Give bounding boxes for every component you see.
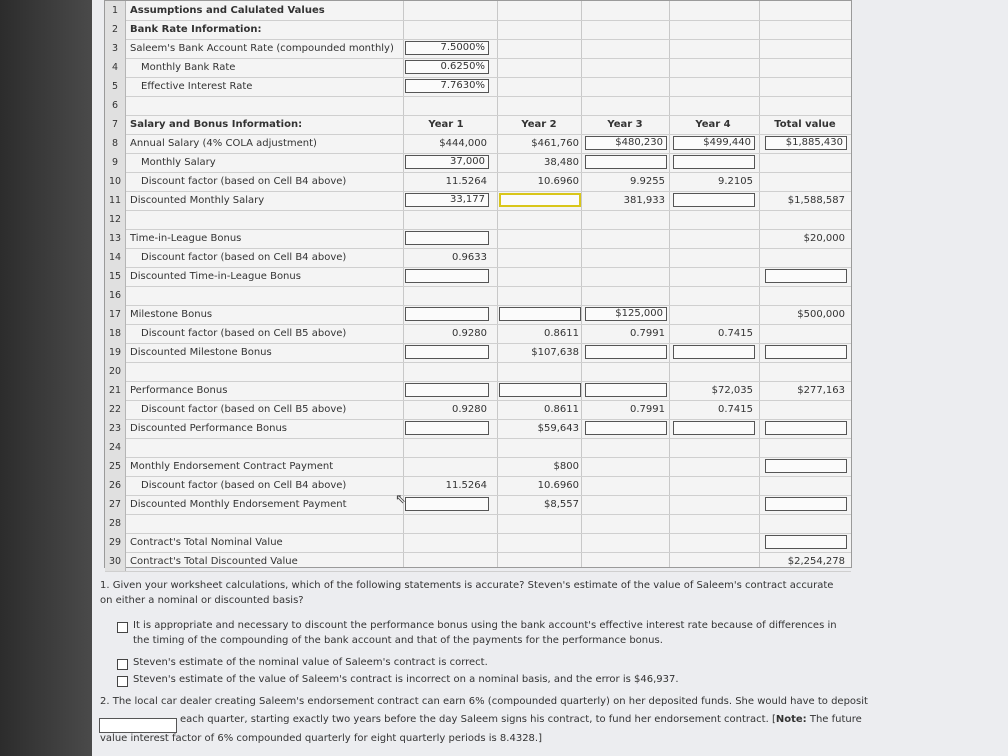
row-number: 13: [105, 229, 126, 248]
input-cell[interactable]: [499, 193, 581, 207]
input-cell[interactable]: [585, 155, 667, 169]
row-number: 3: [105, 39, 126, 58]
row-label: Salary and Bonus Information:: [130, 119, 303, 130]
value-cell: 9.9255: [630, 176, 665, 187]
table-row: [105, 58, 851, 78]
table-row: [105, 1, 851, 21]
row-number: 22: [105, 400, 126, 419]
table-row: [105, 229, 851, 249]
table-row: [105, 115, 851, 135]
row-number: 17: [105, 305, 126, 324]
table-row: [105, 39, 851, 59]
question-2-line2b: The future: [806, 714, 862, 725]
input-cell[interactable]: [405, 345, 489, 359]
row-label: Discount factor (based on Cell B4 above): [141, 480, 347, 491]
input-cell[interactable]: $499,440: [673, 136, 755, 150]
value-cell: $2,254,278: [787, 556, 845, 567]
column-header: Year 3: [607, 119, 643, 130]
row-label: Discount factor (based on Cell B4 above): [141, 176, 347, 187]
input-cell[interactable]: [765, 497, 847, 511]
value-cell: 9.2105: [718, 176, 753, 187]
table-row: [105, 20, 851, 40]
row-number: 19: [105, 343, 126, 362]
row-label: Monthly Salary: [141, 157, 216, 168]
input-cell[interactable]: [585, 421, 667, 435]
value-cell: 11.5264: [445, 480, 487, 491]
input-cell[interactable]: 0.6250%: [405, 60, 489, 74]
value-cell: 11.5264: [445, 176, 487, 187]
row-number: 24: [105, 438, 126, 457]
mouse-cursor-icon: ⇖: [395, 492, 406, 507]
value-cell: $8,557: [544, 499, 579, 510]
table-row: [105, 381, 851, 401]
table-row: [105, 77, 851, 97]
value-cell: $500,000: [797, 309, 845, 320]
table-row: [105, 533, 851, 553]
table-row: [105, 191, 851, 211]
row-label: Discount factor (based on Cell B5 above): [141, 404, 347, 415]
row-number: 15: [105, 267, 126, 286]
row-label: Milestone Bonus: [130, 309, 213, 320]
row-label: Saleem's Bank Account Rate (compounded monthly): [130, 43, 394, 54]
row-label: Performance Bonus: [130, 385, 228, 396]
column-header: Year 2: [521, 119, 557, 130]
value-cell: 0.9633: [452, 252, 487, 263]
table-row: [105, 324, 851, 344]
row-label: Annual Salary (4% COLA adjustment): [130, 138, 317, 149]
row-number: 18: [105, 324, 126, 343]
input-cell[interactable]: [405, 383, 489, 397]
value-cell: $72,035: [711, 385, 753, 396]
table-row: [105, 286, 851, 306]
value-cell: 0.9280: [452, 328, 487, 339]
table-row: [105, 457, 851, 477]
value-cell: $20,000: [803, 233, 845, 244]
input-cell[interactable]: [765, 421, 847, 435]
background-shadow: [0, 0, 92, 756]
table-row: [105, 153, 851, 173]
row-label: Effective Interest Rate: [141, 81, 253, 92]
row-number: 1: [105, 1, 126, 20]
table-row: [105, 96, 851, 116]
table-row: [105, 210, 851, 230]
question-2-line2: [180, 712, 860, 727]
value-cell: 38,480: [544, 157, 579, 168]
row-label: Time-in-League Bonus: [130, 233, 242, 244]
input-cell[interactable]: $1,885,430: [765, 136, 847, 150]
row-label: Monthly Endorsement Contract Payment: [130, 461, 334, 472]
spreadsheet: [104, 0, 852, 568]
row-label: Contract's Total Nominal Value: [130, 537, 283, 548]
value-cell: $59,643: [537, 423, 579, 434]
row-label: Monthly Bank Rate: [141, 62, 236, 73]
table-row: [105, 438, 851, 458]
row-label: Assumptions and Calulated Values: [130, 5, 325, 16]
question-2-line2a: each quarter, starting exactly two years before the day Saleem signs his contract, to fund her endorsement contract. [: [180, 714, 776, 725]
value-cell: $461,760: [531, 138, 579, 149]
row-label: Discounted Monthly Salary: [130, 195, 265, 206]
input-cell[interactable]: [585, 345, 667, 359]
input-cell[interactable]: 33,177: [405, 193, 489, 207]
value-cell: 0.7991: [630, 404, 665, 415]
value-cell: $444,000: [439, 138, 487, 149]
input-cell[interactable]: [405, 307, 489, 321]
input-cell[interactable]: [499, 383, 581, 397]
row-number: 10: [105, 172, 126, 191]
input-cell[interactable]: [673, 345, 755, 359]
table-row: [105, 476, 851, 496]
row-label: Discounted Monthly Endorsement Payment: [130, 499, 347, 510]
option-2-text: Steven's estimate of the nominal value of Saleem's contract is correct.: [133, 657, 488, 668]
table-row: [105, 305, 851, 325]
row-number: 2: [105, 20, 126, 39]
value-cell: 0.9280: [452, 404, 487, 415]
input-cell[interactable]: [673, 155, 755, 169]
table-row: [105, 495, 851, 515]
value-cell: 0.8611: [544, 328, 579, 339]
table-row: [105, 134, 851, 154]
table-row: [105, 248, 851, 268]
row-number: 27: [105, 495, 126, 514]
value-cell: 10.6960: [537, 176, 579, 187]
row-number: 30: [105, 552, 126, 571]
row-label: Discounted Milestone Bonus: [130, 347, 272, 358]
input-cell[interactable]: [405, 497, 489, 511]
input-cell[interactable]: [673, 421, 755, 435]
option-2-checkbox[interactable]: [117, 659, 128, 670]
column-header: Year 4: [695, 119, 731, 130]
table-row: [105, 343, 851, 363]
value-cell: $1,588,587: [787, 195, 845, 206]
input-cell[interactable]: [765, 269, 847, 283]
column-header: Total value: [774, 119, 836, 130]
row-number: 12: [105, 210, 126, 229]
value-cell: 0.8611: [544, 404, 579, 415]
option-3-checkbox[interactable]: [117, 676, 128, 687]
row-number: 5: [105, 77, 126, 96]
row-number: 9: [105, 153, 126, 172]
table-row: [105, 267, 851, 287]
option-3-text: Steven's estimate of the value of Saleem's contract is incorrect on a nominal basis, and the error is $46,937.: [133, 674, 679, 685]
input-cell[interactable]: [499, 307, 581, 321]
input-cell[interactable]: [405, 421, 489, 435]
row-number: 25: [105, 457, 126, 476]
row-number: 7: [105, 115, 126, 134]
table-row: [105, 419, 851, 439]
row-number: 20: [105, 362, 126, 381]
input-cell[interactable]: [673, 193, 755, 207]
row-number: 26: [105, 476, 126, 495]
row-number: 11: [105, 191, 126, 210]
row-label: Discounted Time-in-League Bonus: [130, 271, 301, 282]
row-number: 8: [105, 134, 126, 153]
input-cell[interactable]: [765, 535, 847, 549]
table-row: [105, 514, 851, 534]
value-cell: 10.6960: [537, 480, 579, 491]
input-cell[interactable]: [585, 383, 667, 397]
table-row: [105, 400, 851, 420]
value-cell: $800: [553, 461, 579, 472]
input-cell[interactable]: [405, 231, 489, 245]
row-number: 14: [105, 248, 126, 267]
input-cell[interactable]: [405, 269, 489, 283]
option-1-text: It is appropriate and necessary to discount the performance bonus using the bank account's effective interest rate because of differences in the timing of the compounding of the bank account and that of the payments for the performance bonus.: [133, 620, 837, 646]
value-cell: 0.7415: [718, 328, 753, 339]
value-cell: $107,638: [531, 347, 579, 358]
row-label: Discounted Performance Bonus: [130, 423, 287, 434]
value-cell: $277,163: [797, 385, 845, 396]
value-cell: 0.7991: [630, 328, 665, 339]
row-label: Contract's Total Discounted Value: [130, 556, 298, 567]
input-cell[interactable]: $480,230: [585, 136, 667, 150]
input-cell[interactable]: 37,000: [405, 155, 489, 169]
value-cell: 0.7415: [718, 404, 753, 415]
row-number: 23: [105, 419, 126, 438]
input-cell[interactable]: 7.7630%: [405, 79, 489, 93]
question-2-line1: 2. The local car dealer creating Saleem's endorsement contract can earn 6% (compounded quarterly) on her deposited funds. She would have to deposit: [100, 696, 868, 707]
row-number: 28: [105, 514, 126, 533]
question-1-text: 1. Given your worksheet calculations, which of the following statements is accurate? Steven's estimate of the value of Saleem's contract accurate on either a nominal or discounted basis?: [100, 580, 834, 606]
input-cell[interactable]: [765, 345, 847, 359]
table-row: [105, 552, 851, 572]
table-row: [105, 362, 851, 382]
value-cell: 381,933: [623, 195, 665, 206]
input-cell[interactable]: [765, 459, 847, 473]
row-number: 6: [105, 96, 126, 115]
option-1-checkbox[interactable]: [117, 622, 128, 633]
row-label: Discount factor (based on Cell B4 above): [141, 252, 347, 263]
column-header: Year 1: [428, 119, 464, 130]
row-label: Bank Rate Information:: [130, 24, 262, 35]
question-2-line3: value interest factor of 6% compounded quarterly for eight quarterly periods is 8.4328.]: [100, 733, 542, 744]
table-row: [105, 172, 851, 192]
row-label: Discount factor (based on Cell B5 above): [141, 328, 347, 339]
row-number: 29: [105, 533, 126, 552]
question-2-note-label: Note:: [775, 714, 807, 725]
row-number: 4: [105, 58, 126, 77]
input-cell[interactable]: 7.5000%: [405, 41, 489, 55]
input-cell[interactable]: $125,000: [585, 307, 667, 321]
row-number: 16: [105, 286, 126, 305]
row-number: 21: [105, 381, 126, 400]
